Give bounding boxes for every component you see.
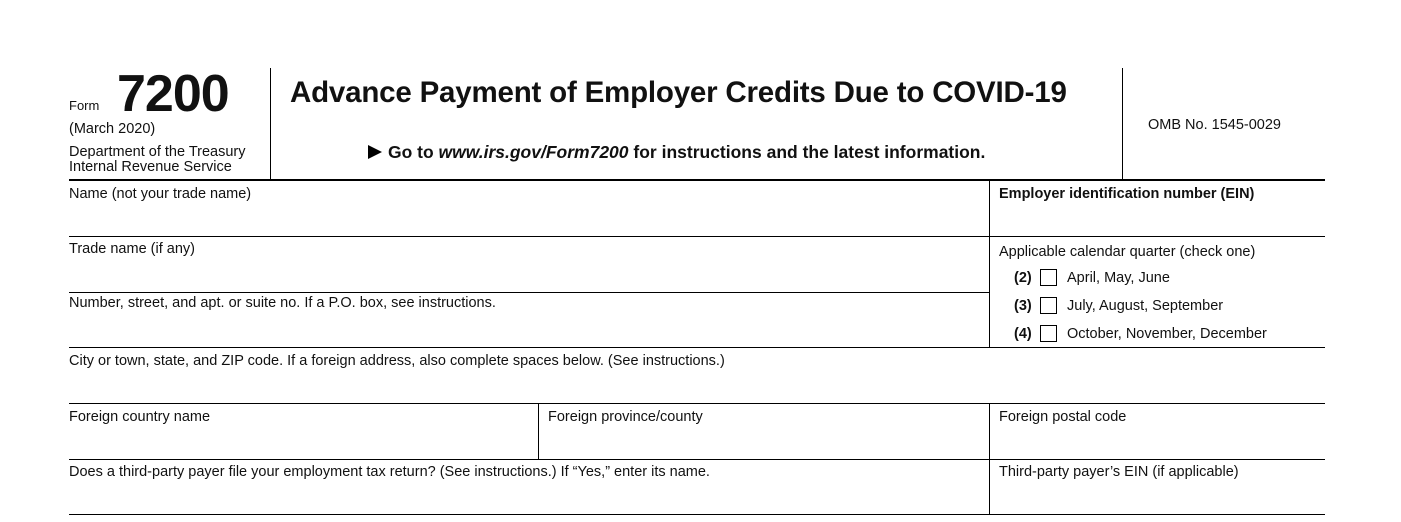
form-title: Advance Payment of Employer Credits Due to COVID-19 bbox=[290, 76, 1067, 109]
row-rule-6 bbox=[69, 514, 1325, 515]
right-column-divider-top bbox=[989, 181, 990, 348]
name-label: Name (not your trade name) bbox=[69, 186, 252, 202]
foreign-province-field[interactable] bbox=[548, 428, 984, 458]
third-party-label: Does a third-party payer file your employment tax return? (See instructions.) If “Yes,” enter its name. bbox=[69, 464, 710, 480]
row-rule-4 bbox=[69, 403, 1325, 404]
foreign-country-field[interactable] bbox=[69, 428, 533, 458]
right-column-divider-bottom bbox=[989, 404, 990, 515]
foreign-postal-field[interactable] bbox=[999, 428, 1319, 458]
form-word: Form bbox=[69, 98, 100, 113]
row-rule-2 bbox=[69, 292, 989, 293]
goto-prefix: Go to bbox=[388, 142, 439, 162]
goto-instructions bbox=[368, 142, 985, 162]
goto-url-link[interactable]: www.irs.gov/Form7200 bbox=[438, 142, 629, 162]
quarter-option-label: July, August, September bbox=[1067, 298, 1224, 314]
foreign-country-label: Foreign country name bbox=[69, 409, 211, 425]
foreign-province-label: Foreign province/county bbox=[548, 409, 703, 425]
arrow-right-icon bbox=[368, 145, 382, 159]
form-revision: (March 2020) bbox=[69, 121, 156, 137]
trade-name-label: Trade name (if any) bbox=[69, 241, 195, 257]
quarter-checkbox-q2[interactable] bbox=[1040, 269, 1057, 286]
city-label: City or town, state, and ZIP code. If a foreign address, also complete spaces below. (See instructions.) bbox=[69, 353, 725, 369]
dept-irs: Internal Revenue Service bbox=[69, 159, 232, 175]
third-party-name-field[interactable] bbox=[69, 483, 984, 513]
name-field[interactable] bbox=[69, 205, 984, 235]
form-number: 7200 bbox=[117, 65, 229, 123]
ein-field[interactable] bbox=[999, 205, 1319, 235]
row-rule-3 bbox=[69, 347, 1325, 348]
quarter-number: (2) bbox=[1014, 270, 1032, 286]
quarter-number: (4) bbox=[1014, 326, 1032, 342]
quarter-option-label: April, May, June bbox=[1067, 270, 1170, 286]
dept-treasury: Department of the Treasury bbox=[69, 144, 246, 160]
row-rule-1 bbox=[69, 236, 1325, 237]
ein-label: Employer identification number (EIN) bbox=[999, 186, 1255, 202]
quarter-option-label: October, November, December bbox=[1067, 326, 1267, 342]
city-field[interactable] bbox=[69, 372, 1319, 402]
third-party-ein-label: Third-party payer’s EIN (if applicable) bbox=[999, 464, 1239, 480]
header-rule bbox=[69, 179, 1325, 181]
quarter-label: Applicable calendar quarter (check one) bbox=[999, 244, 1256, 260]
header-divider-left bbox=[270, 68, 271, 180]
omb-number: OMB No. 1545-0029 bbox=[1148, 117, 1281, 133]
foreign-postal-label: Foreign postal code bbox=[999, 409, 1127, 425]
goto-suffix: for instructions and the latest information. bbox=[628, 142, 986, 162]
quarter-checkbox-q3[interactable] bbox=[1040, 297, 1057, 314]
address-field[interactable] bbox=[69, 314, 984, 344]
header-divider-right bbox=[1122, 68, 1123, 180]
quarter-checkbox-q4[interactable] bbox=[1040, 325, 1057, 342]
trade-name-field[interactable] bbox=[69, 260, 984, 290]
third-party-ein-field[interactable] bbox=[999, 483, 1319, 513]
address-label: Number, street, and apt. or suite no. If a P.O. box, see instructions. bbox=[69, 295, 496, 311]
row-rule-5 bbox=[69, 459, 1325, 460]
foreign-divider-1 bbox=[538, 404, 539, 459]
quarter-number: (3) bbox=[1014, 298, 1032, 314]
